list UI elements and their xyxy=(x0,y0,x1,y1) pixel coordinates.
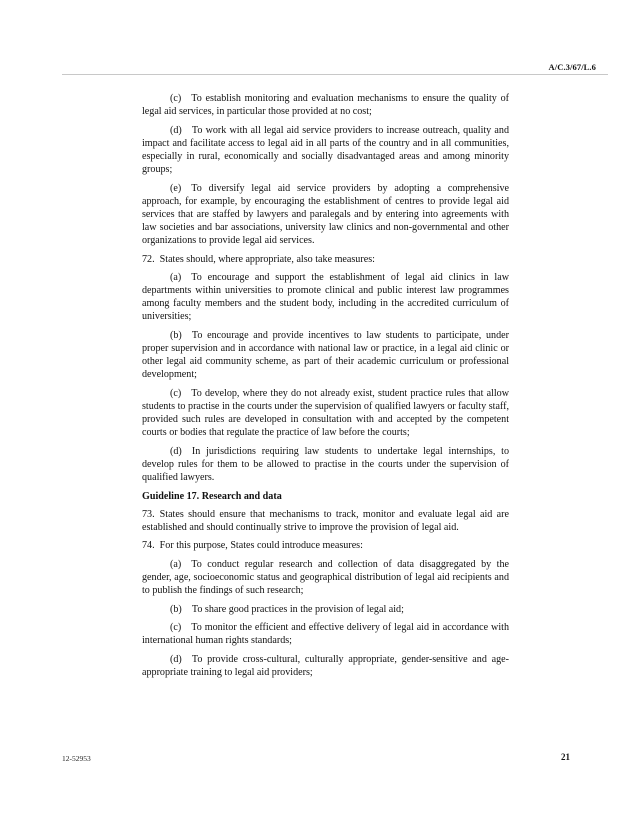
subparagraph: (d) In jurisdictions requiring law students to undertake legal internships, to develop rules for them to be allowed to practise in the courts under the supervision of qualified lawyers. xyxy=(142,445,509,483)
subparagraph: (b) To share good practices in the provision of legal aid; xyxy=(170,603,404,615)
subparagraph: (a) To encourage and support the establishment of legal aid clinics in law departments within universities to promote clinical and public interest law programmes among faculty members and the student body, including in the accredited curriculum of universities; xyxy=(142,272,509,323)
page-number: 21 xyxy=(561,752,570,762)
job-number: 12-52953 xyxy=(62,754,91,763)
subparagraph: (a) To conduct regular research and collection of data disaggregated by the gender, age, socioeconomic status and geographical distribution of legal aid recipients and to publish the findings of such research; xyxy=(142,558,509,597)
subparagraph: (c) To develop, where they do not already exist, student practice rules that allow students to practise in the courts under the supervision of qualified lawyers or faculty staff, provided such rules are developed in consultation with and accepted by the competent courts or bodies that regulate the practice of law before the courts; xyxy=(142,387,509,439)
numbered-paragraph: 74. For this purpose, States could introduce measures: xyxy=(142,540,363,552)
numbered-paragraph: 72. States should, where appropriate, also take measures: xyxy=(142,253,375,265)
document-body xyxy=(142,92,509,685)
subparagraph: (c) To establish monitoring and evaluation mechanisms to ensure the quality of legal aid services, in particular those provided at no cost; xyxy=(142,93,509,118)
subparagraph: (d) To work with all legal aid service providers to increase outreach, quality and impact and facilitate access to legal aid in all parts of the country and in all communities, especially in rural, economically and socially disadvantaged areas and among minority groups; xyxy=(142,124,509,175)
section-heading: Guideline 17. Research and data xyxy=(142,490,282,502)
document-symbol: A/C.3/67/L.6 xyxy=(548,62,596,72)
numbered-paragraph: 73. States should ensure that mechanisms to track, monitor and evaluate legal aid are established and should continually strive to improve the provision of legal aid. xyxy=(142,508,509,533)
subparagraph: (c) To monitor the efficient and effective delivery of legal aid in accordance with international human rights standards; xyxy=(142,622,509,647)
subparagraph: (e) To diversify legal aid service providers by adopting a comprehensive approach, for example, by encouraging the establishment of centres to provide legal aid services that are staffed by lawyers and paralegals and by entering into agreements with law societies and bar associations, university law clinics and non-governmental and other organizations to provide legal aid services. xyxy=(142,182,509,246)
header-rule xyxy=(62,74,608,75)
subparagraph: (d) To provide cross-cultural, culturally appropriate, gender-sensitive and age-appropriate training to legal aid providers; xyxy=(142,653,509,679)
subparagraph: (b) To encourage and provide incentives to law students to participate, under proper supervision and in accordance with national law or practice, in a legal aid clinic or other legal aid community scheme, as part of their academic curriculum or professional development; xyxy=(142,330,509,381)
